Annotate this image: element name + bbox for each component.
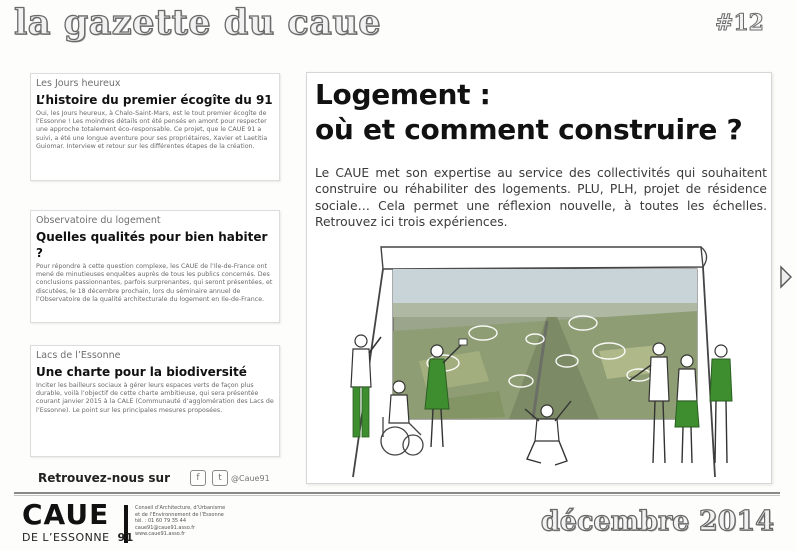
social-links: [38, 470, 270, 486]
contact-line: et de l’Environnement de l’Essonne: [135, 511, 224, 518]
article-summary: Pour répondre à cette question complexe, les CAUE de l’Ile-de-France ont mené de minutieuses enquêtes auprès de tous les publics concernés. Des conclusions passionnantes, parfois surprenantes, qui seront présentées, et discutées, le 18 décembre prochain, lors du séminaire annuel de l’Observatoire de la qualité architecturale du logement en Ile-de-France.: [36, 263, 273, 303]
next-arrow-icon[interactable]: [779, 265, 793, 289]
contact-block: [135, 505, 225, 538]
feature-illustration: [309, 241, 769, 481]
social-label: Retrouvez-nous sur: [38, 471, 170, 485]
feature-title-line-1: Logement :: [315, 78, 491, 111]
caue-logo-sub-text: DE L’ESSONNE: [22, 531, 110, 544]
caue-logo-subtitle: [22, 531, 134, 544]
facebook-icon[interactable]: f: [190, 470, 206, 486]
article-card-jours-heureux[interactable]: [30, 73, 280, 181]
article-kicker: Lacs de l’Essonne: [36, 350, 121, 361]
article-headline[interactable]: Une charte pour la biodiversité: [36, 365, 247, 379]
article-kicker: Les Jours heureux: [36, 78, 121, 89]
caue-logo[interactable]: [22, 500, 109, 530]
caue-logo-number: 91: [117, 531, 134, 544]
contact-phone: tél. : 01 60 79 35 44: [135, 518, 187, 524]
caue-logo-text: CAUE: [22, 498, 110, 531]
issue-number: #12: [714, 10, 764, 36]
feature-article[interactable]: [306, 72, 772, 484]
article-card-lacs-essonne[interactable]: [30, 345, 280, 457]
contact-email[interactable]: caue91@caue91.asso.fr: [135, 524, 196, 531]
social-handle[interactable]: @Caue91: [231, 473, 270, 483]
issue-date: décembre 2014: [540, 506, 774, 537]
article-summary: Inciter les bailleurs sociaux à gérer leurs espaces verts de façon plus durable, voilà l’objectif de cette charte ambitieuse, qui sera présentée courant janvier 2015 à la CALE (Communauté d’agglomération des Lacs de l’Essonne). Le point sur les principales mesures proposées.: [36, 382, 274, 414]
twitter-icon[interactable]: t: [212, 470, 228, 486]
contact-website[interactable]: www.caue91.asso.fr: [135, 531, 186, 537]
feature-title-line-2: où et comment construire ?: [315, 113, 743, 146]
feature-intro: Le CAUE met son expertise au service des collectivités qui souhaitent construire ou réhabiliter des logements. PLU, PLH, projet de résidence sociale… Cela permet une réflexion nouvelle, à toutes les échelles. Retrouvez ici trois expériences.: [315, 166, 767, 229]
footer-divider-thin: [14, 495, 780, 496]
contact-line: Conseil d’Architecture, d’Urbanisme: [135, 505, 226, 511]
feature-title: [315, 77, 742, 147]
article-summary: Oui, les Jours heureux, à Chalo-Saint-Mars, est le tout premier écogîte de l’Essonne ! Les moindres détails ont été pensés en amont pour respecter une approche totalement éco-responsable. Ce projet, que le CAUE 91 a suivi, a été une longue aventure pour ses propriétaires, Xavier et Laetitia Guiomar. Interview et retour sur les différentes étapes de la création.: [36, 110, 268, 150]
article-kicker: Observatoire du logement: [36, 215, 161, 226]
article-card-observatoire[interactable]: [30, 210, 280, 323]
article-headline[interactable]: Quelles qualités pour bien habiter ?: [36, 230, 268, 260]
article-headline[interactable]: L’histoire du premier écogîte du 91: [36, 93, 273, 107]
masthead-title: la gazette du caue: [14, 2, 382, 43]
footer-divider: [14, 492, 780, 494]
